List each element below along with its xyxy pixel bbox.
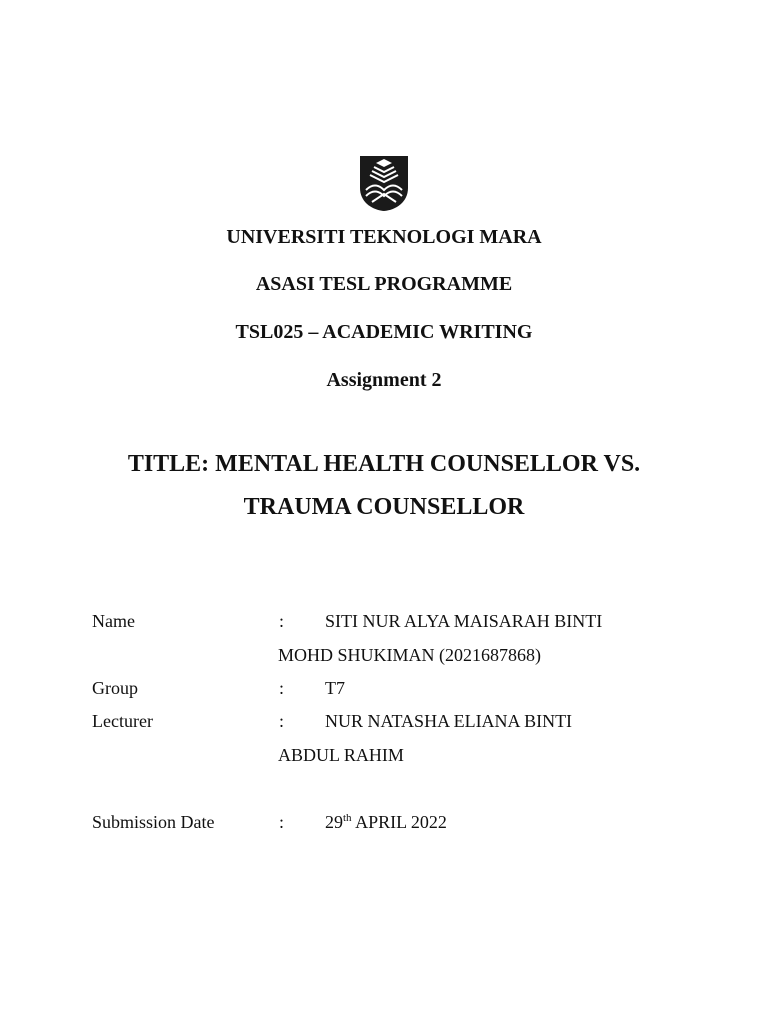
course-name: TSL025 – ACADEMIC WRITING xyxy=(235,321,533,343)
name-value-line1: SITI NUR ALYA MAISARAH BINTI xyxy=(325,611,603,631)
group-label: Group xyxy=(92,678,138,698)
assignment-label: Assignment 2 xyxy=(326,369,442,391)
submission-date-label: Submission Date xyxy=(92,812,215,832)
name-label: Name xyxy=(92,611,135,631)
name-colon: : xyxy=(279,611,285,631)
lecturer-colon: : xyxy=(279,711,285,731)
submission-day-suffix: th xyxy=(343,812,352,824)
document-title-line2: TRAUMA COUNSELLOR xyxy=(243,494,525,520)
group-value: T7 xyxy=(325,678,345,698)
university-name: UNIVERSITI TEKNOLOGI MARA xyxy=(226,226,542,248)
name-value-line2: MOHD SHUKIMAN (2021687868) xyxy=(278,645,541,665)
submission-date-value xyxy=(325,812,447,833)
submission-day: 29 xyxy=(325,812,343,832)
document-title-line1: TITLE: MENTAL HEALTH COUNSELLOR VS. xyxy=(127,451,641,477)
university-logo xyxy=(358,154,410,212)
lecturer-value-line1: NUR NATASHA ELIANA BINTI xyxy=(325,711,573,731)
submission-month-year: APRIL 2022 xyxy=(351,812,447,832)
lecturer-value-line2: ABDUL RAHIM xyxy=(278,745,404,765)
group-colon: : xyxy=(279,678,285,698)
programme-name: ASASI TESL PROGRAMME xyxy=(255,273,513,295)
submission-date-colon: : xyxy=(279,812,285,832)
lecturer-label: Lecturer xyxy=(92,711,153,731)
